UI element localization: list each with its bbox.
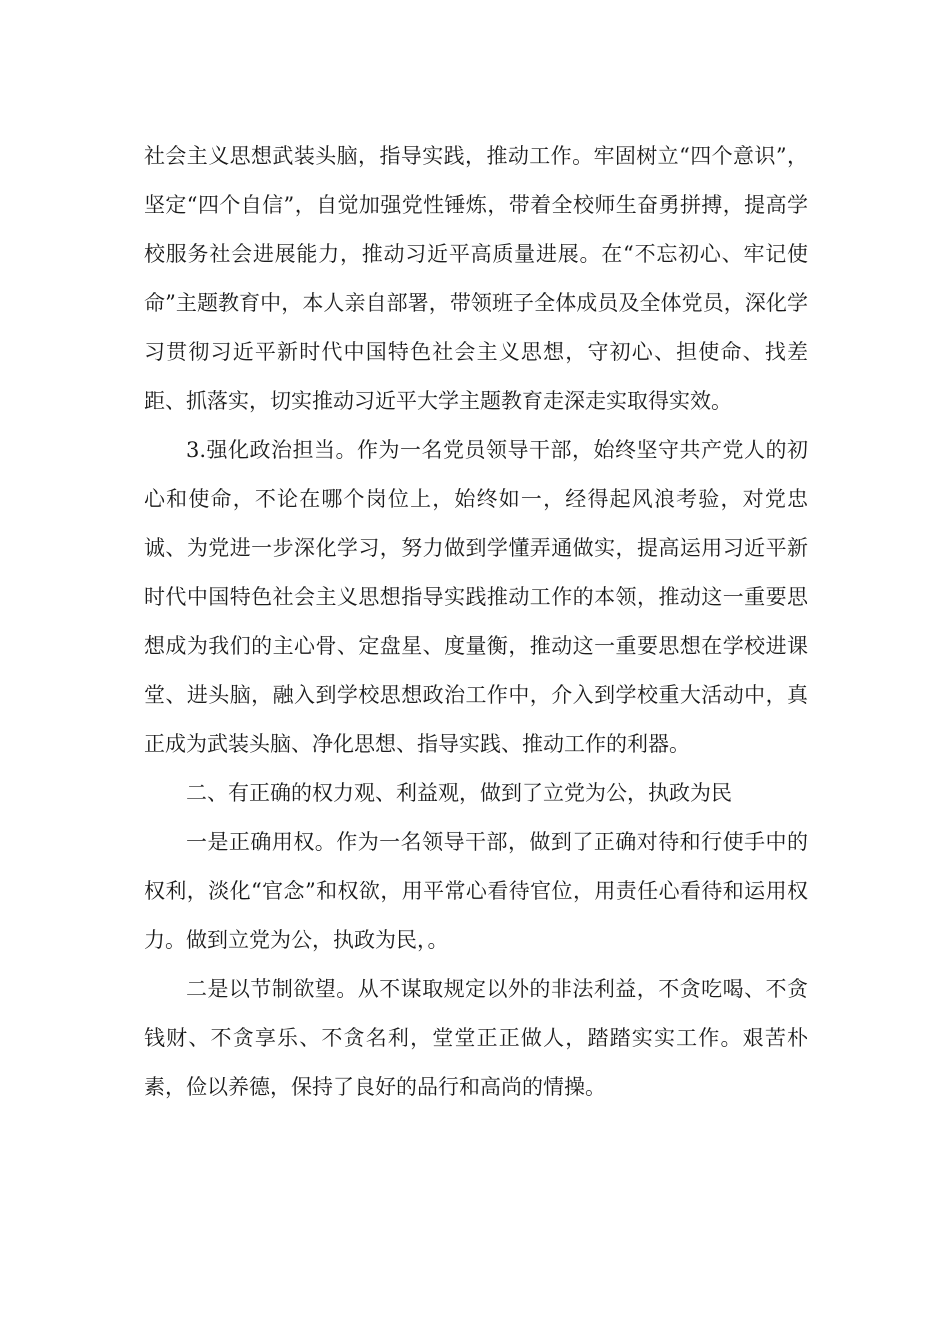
paragraph-political-responsibility: 3.强化政治担当。作为一名党员领导干部，始终坚守共产党人的初心和使命，不论在哪个岗位上，始终如一，经得起风浪考验，对党忠诚、为党进一步深化学习，努力做到学懂弄通做实，提高运用习近平新时代中国特色社会主义思想指导实践推动工作的本领，推动这一重要思想成为我们的主心骨、定盘星、度量衡，推动这一重要思想在学校进课堂、进头脑，融入到学校思想政治工作中，介入到学校重大活动中，真正成为武装头脑、净化思想、指导实践、推动工作的利器。 <box>144 438 808 756</box>
document-body <box>144 132 808 1112</box>
paragraph-continued: 社会主义思想武装头脑，指导实践，推动工作。牢固树立“四个意识”，坚定“四个自信”，自觉加强党性锤炼，带着全校师生奋勇拼搏，提高学校服务社会进展能力，推动习近平高质量进展。在“不忘初心、牢记使命”主题教育中，本人亲自部署，带领班子全体成员及全体党员，深化学习贯彻习近平新时代中国特色社会主义思想，守初心、担使命、找差距、抓落实，切实推动习近平大学主题教育走深走实取得实效。 <box>144 144 808 413</box>
section-heading-power-view: 二、有正确的权力观、利益观，做到了立党为公，执政为民 <box>186 781 732 805</box>
paragraph-correct-use-of-power: 一是正确用权。作为一名领导干部，做到了正确对待和行使手中的权利，淡化“官念”和权欲，用平常心看待官位，用责任心看待和运用权力。做到立党为公，执政为民，。 <box>144 830 808 952</box>
paragraph-restrain-desire: 二是以节制欲望。从不谋取规定以外的非法利益，不贪吃喝、不贪钱财、不贪享乐、不贪名利，堂堂正正做人，踏踏实实工作。艰苦朴素，俭以养德，保持了良好的品行和高尚的情操。 <box>144 977 808 1099</box>
